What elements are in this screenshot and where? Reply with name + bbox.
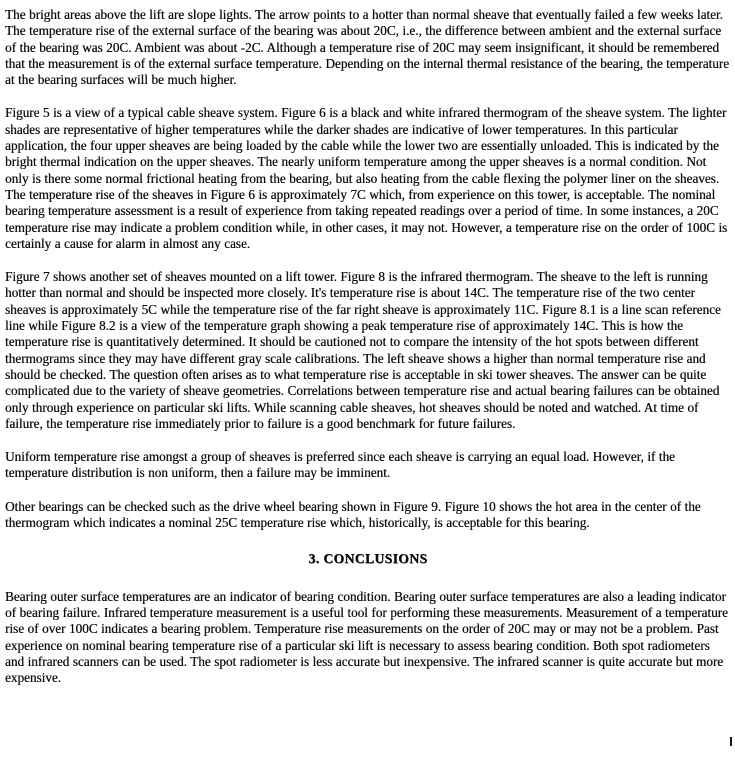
paragraph-figure5-sheave-system: Figure 5 is a view of a typical cable sheave system. Figure 6 is a black and white infrared thermogram of the sheave system. The lighter shades are representative of higher temperatures while the darker shades are indicative of lower temperatures. In this particular application, the four upper sheaves are being loaded by the cable while the lower two are essentially unloaded. This is indicated by the bright thermal indication on the upper sheaves. The nearly uniform temperature among the upper sheaves is a normal condition. Not only is there some normal frictional heating from the bearing, but also heating from the cable flexing the polymer liner on the sheaves. The temperature rise of the sheaves in Figure 6 is approximately 7C which, from experience on this tower, is acceptable. The nominal bearing temperature assessment is a result of experience from taking repeated readings over a period of time. In some instances, a 20C temperature rise may indicate a problem condition while, in other cases, it may not. However, a temperature rise on the order of 100C is certainly a cause for alarm in almost any case. [5,105,728,251]
paragraph-figure7-lift-tower: Figure 7 shows another set of sheaves mounted on a lift tower. Figure 8 is the infrared thermogram. The sheave to the left is running hotter than normal and should be inspected more closely. It's temperature rise is about 14C. The temperature rise of the two center sheaves is approximately 5C while the temperature rise of the far right sheave is approximately 11C. Figure 8.1 is a line scan reference line while Figure 8.2 is a view of the temperature graph showing a peak temperature rise of approximately 14C. This is how the temperature rise is quantitatively determined. It should be cautioned not to compare the intensity of the hot spots between different thermograms since they may have different gray scale calibrations. The left sheave shows a higher than normal temperature rise and should be checked. The question often arises as to what temperature rise is acceptable in ski tower sheaves. The answer can be quite complicated due to the variety of sheave geometries. Correlations between temperature rise and actual bearing failures can be obtained only through experience on particular ski lifts. While scanning cable sheaves, hot sheaves should be noted and watched. At time of failure, the temperature rise immediately prior to failure is a good benchmark for future failures. [5,269,721,431]
section-heading-conclusions: 3. CONCLUSIONS [308,551,428,567]
scan-artifact-mark [730,737,732,746]
paragraph-conclusions-body: Bearing outer surface temperatures are an indicator of bearing condition. Bearing outer surface temperatures are also a leading indicator of bearing failure. Infrared temperature measurement is a useful tool for performing these measurements. Measurement of a temperature rise of over 100C indicates a bearing problem. Temperature rise measurements on the order of 20C may or may not be a problem. Past experience on nominal bearing temperature rise of a particular ski lift is necessary to assess bearing condition. Both spot radiometers and infrared scanners can be used. The spot radiometer is less accurate but inexpensive. The infrared scanner is quite accurate but more expensive. [5,588,728,686]
paragraph-uniform-temperature-rise: Uniform temperature rise amongst a group of sheaves is preferred since each sheave is carrying an equal load. However, if the temperature distribution is non uniform, then a failure may be imminent. [5,449,675,481]
paragraph-bright-areas: The bright areas above the lift are slope lights. The arrow points to a hotter than normal sheave that eventually failed a few weeks later. The temperature rise of the external surface of the bearing was about 20C, i.e., the difference between ambient and the external surface of the bearing was 20C. Ambient was about -2C. Although a temperature rise of 20C may seem insignificant, it should be remembered that the measurement is of the external surface temperature. Depending on the internal thermal resistance of the bearing, the temperature at the bearing surfaces will be much higher. [5,7,730,88]
paragraph-other-bearings: Other bearings can be checked such as the drive wheel bearing shown in Figure 9. Figure 10 shows the hot area in the center of the thermogram which indicates a nominal 25C temperature rise which, historically, is acceptable for this bearing. [5,498,701,531]
